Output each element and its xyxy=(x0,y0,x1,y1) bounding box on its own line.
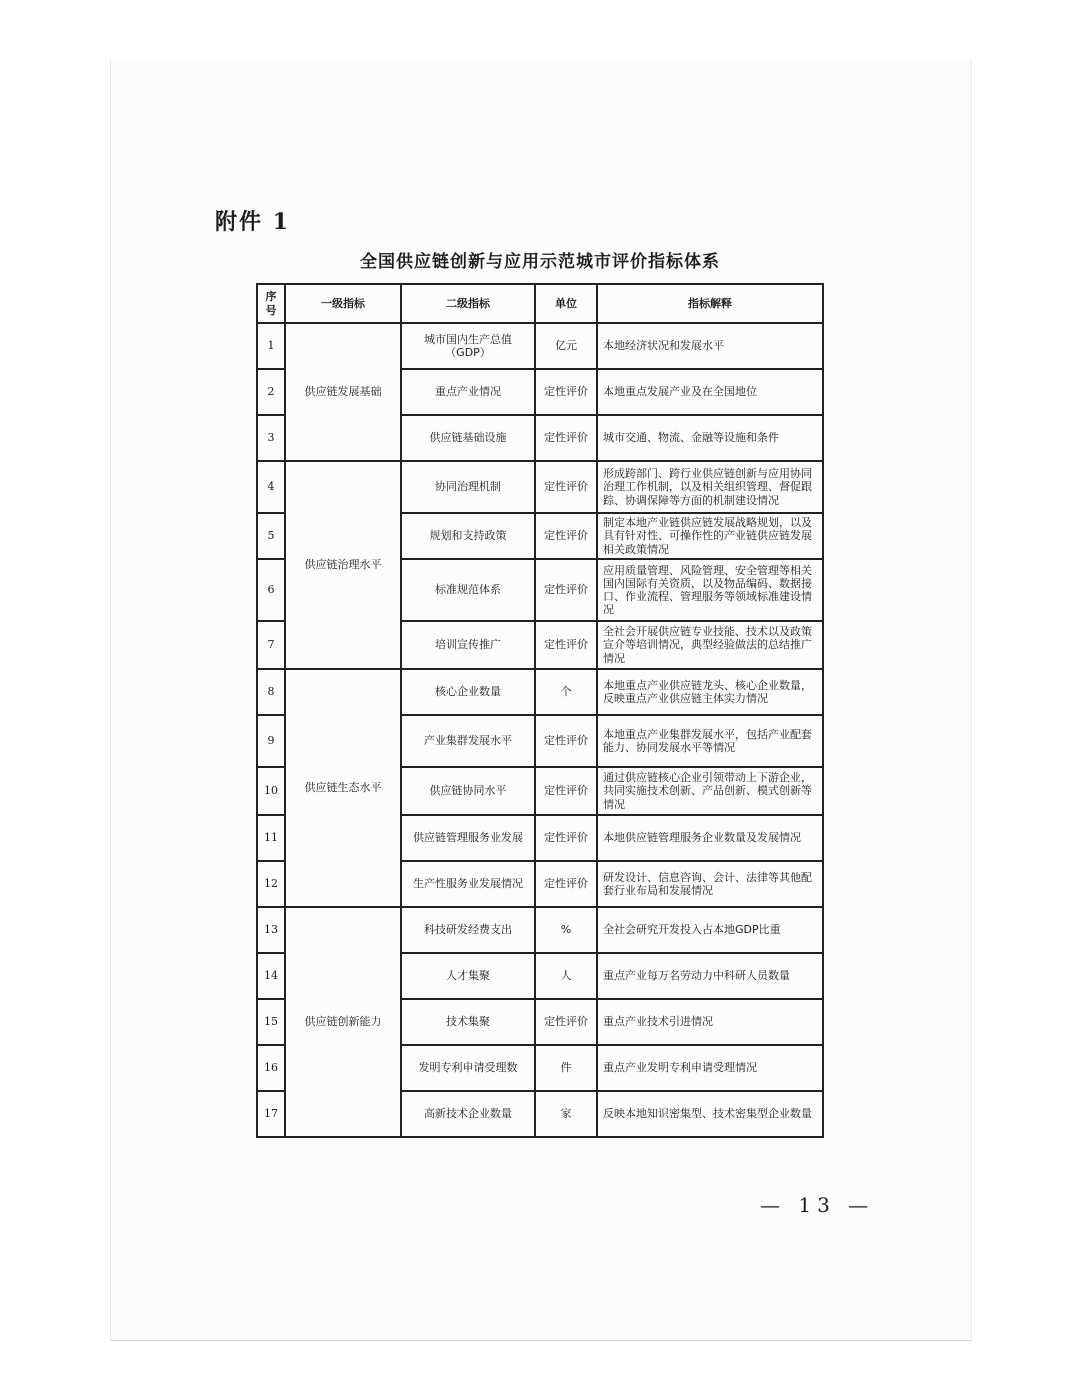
row-number: 5 xyxy=(257,513,285,559)
indicator-table xyxy=(256,283,824,1138)
level2-indicator: 生产性服务业发展情况 xyxy=(401,861,535,907)
unit-cell: 定性评价 xyxy=(535,621,597,669)
explanation-cell: 本地经济状况和发展水平 xyxy=(597,323,823,369)
table-body xyxy=(257,323,823,1137)
document-title: 全国供应链创新与应用示范城市评价指标体系 xyxy=(360,252,720,272)
row-number: 13 xyxy=(257,907,285,953)
unit-cell: 人 xyxy=(535,953,597,999)
row-number: 4 xyxy=(257,461,285,513)
explanation-cell: 形成跨部门、跨行业供应链创新与应用协同治理工作机制，以及相关组织管理、督促跟踪、协调保障等方面的机制建设情况 xyxy=(597,461,823,513)
explanation-cell: 本地重点发展产业及在全国地位 xyxy=(597,369,823,415)
level2-indicator: 培训宣传推广 xyxy=(401,621,535,669)
level2-indicator: 人才集聚 xyxy=(401,953,535,999)
table-row xyxy=(257,907,823,953)
annex-label: 附件 1 xyxy=(215,209,290,235)
level1-indicator: 供应链生态水平 xyxy=(285,669,401,907)
level2-indicator: 供应链管理服务业发展 xyxy=(401,815,535,861)
page-number: — 13 — xyxy=(760,1193,875,1217)
unit-cell: 定性评价 xyxy=(535,815,597,861)
explanation-cell: 重点产业每万名劳动力中科研人员数量 xyxy=(597,953,823,999)
row-number: 7 xyxy=(257,621,285,669)
unit-cell: 定性评价 xyxy=(535,715,597,767)
header-level2: 二级指标 xyxy=(401,284,535,323)
unit-cell: 定性评价 xyxy=(535,415,597,461)
level2-indicator: 协同治理机制 xyxy=(401,461,535,513)
header-unit: 单位 xyxy=(535,284,597,323)
unit-cell: 定性评价 xyxy=(535,999,597,1045)
explanation-cell: 本地重点产业供应链龙头、核心企业数量，反映重点产业供应链主体实力情况 xyxy=(597,669,823,715)
unit-cell: 定性评价 xyxy=(535,513,597,559)
explanation-cell: 城市交通、物流、金融等设施和条件 xyxy=(597,415,823,461)
level2-indicator: 产业集群发展水平 xyxy=(401,715,535,767)
unit-cell: 定性评价 xyxy=(535,369,597,415)
explanation-cell: 重点产业技术引进情况 xyxy=(597,999,823,1045)
explanation-cell: 全社会研究开发投入占本地GDP比重 xyxy=(597,907,823,953)
unit-cell: 定性评价 xyxy=(535,767,597,815)
level1-indicator: 供应链发展基础 xyxy=(285,323,401,461)
level2-indicator: 规划和支持政策 xyxy=(401,513,535,559)
row-number: 10 xyxy=(257,767,285,815)
row-number: 11 xyxy=(257,815,285,861)
row-number: 16 xyxy=(257,1045,285,1091)
level1-indicator: 供应链治理水平 xyxy=(285,461,401,669)
header-number: 序号 xyxy=(257,284,285,323)
level2-indicator: 核心企业数量 xyxy=(401,669,535,715)
row-number: 3 xyxy=(257,415,285,461)
unit-cell: 件 xyxy=(535,1045,597,1091)
table-header-row xyxy=(257,284,823,323)
row-number: 12 xyxy=(257,861,285,907)
table-row xyxy=(257,323,823,369)
unit-cell: 家 xyxy=(535,1091,597,1137)
unit-cell: 定性评价 xyxy=(535,461,597,513)
level2-indicator: 供应链基础设施 xyxy=(401,415,535,461)
level2-indicator: 高新技术企业数量 xyxy=(401,1091,535,1137)
unit-cell: 亿元 xyxy=(535,323,597,369)
level2-indicator: 城市国内生产总值（GDP） xyxy=(401,323,535,369)
explanation-cell: 通过供应链核心企业引领带动上下游企业，共同实施技术创新、产品创新、模式创新等情况 xyxy=(597,767,823,815)
unit-cell: 定性评价 xyxy=(535,559,597,621)
level2-indicator: 发明专利申请受理数 xyxy=(401,1045,535,1091)
level2-indicator: 供应链协同水平 xyxy=(401,767,535,815)
level1-indicator: 供应链创新能力 xyxy=(285,907,401,1137)
level2-indicator: 科技研发经费支出 xyxy=(401,907,535,953)
row-number: 8 xyxy=(257,669,285,715)
row-number: 2 xyxy=(257,369,285,415)
explanation-cell: 制定本地产业链供应链发展战略规划，以及具有针对性、可操作性的产业链供应链发展相关政策情况 xyxy=(597,513,823,559)
explanation-cell: 本地重点产业集群发展水平，包括产业配套能力、协同发展水平等情况 xyxy=(597,715,823,767)
unit-cell: % xyxy=(535,907,597,953)
row-number: 6 xyxy=(257,559,285,621)
explanation-cell: 应用质量管理、风险管理、安全管理等相关国内国际有关资质，以及物品编码、数据接口、作业流程、管理服务等领域标准建设情况 xyxy=(597,559,823,621)
row-number: 1 xyxy=(257,323,285,369)
row-number: 14 xyxy=(257,953,285,999)
unit-cell: 个 xyxy=(535,669,597,715)
level2-indicator: 技术集聚 xyxy=(401,999,535,1045)
explanation-cell: 研发设计、信息咨询、会计、法律等其他配套行业布局和发展情况 xyxy=(597,861,823,907)
level2-indicator: 重点产业情况 xyxy=(401,369,535,415)
row-number: 17 xyxy=(257,1091,285,1137)
row-number: 15 xyxy=(257,999,285,1045)
explanation-cell: 反映本地知识密集型、技术密集型企业数量 xyxy=(597,1091,823,1137)
level2-indicator: 标准规范体系 xyxy=(401,559,535,621)
explanation-cell: 本地供应链管理服务企业数量及发展情况 xyxy=(597,815,823,861)
table-row xyxy=(257,461,823,513)
unit-cell: 定性评价 xyxy=(535,861,597,907)
header-explanation: 指标解释 xyxy=(597,284,823,323)
explanation-cell: 全社会开展供应链专业技能、技术以及政策宣介等培训情况，典型经验做法的总结推广情况 xyxy=(597,621,823,669)
table-row xyxy=(257,669,823,715)
row-number: 9 xyxy=(257,715,285,767)
header-level1: 一级指标 xyxy=(285,284,401,323)
explanation-cell: 重点产业发明专利申请受理情况 xyxy=(597,1045,823,1091)
